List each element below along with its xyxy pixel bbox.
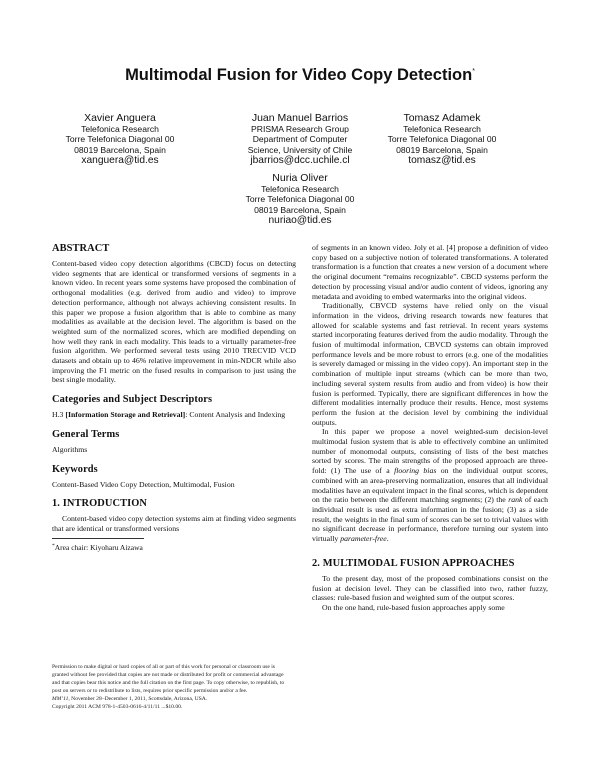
section2-paragraph: To the present day, most of the proposed combinations consist on the fusion at decision level. They can be classified into two, rather fuzzy, classes: rule-based fusion and weighted sum of the output scores. bbox=[312, 573, 548, 603]
footnote-divider bbox=[52, 538, 144, 539]
title-footnote-mark: * bbox=[472, 68, 475, 75]
paper-title: Multimodal Fusion for Video Copy Detection* bbox=[125, 66, 475, 84]
abstract-heading: ABSTRACT bbox=[52, 243, 110, 254]
intro-paragraph: Traditionally, CBVCD systems have relied only on the visual information in the videos, driving research towards new features that allowed for scalable systems and fast retrieval. In recent years systems started incorporating features derived from the audio modality. Through the fusion of multimodal information, CBVCD systems can obtain improved performance levels and be more robust to errors (e.g. one of the modalities is severely damaged or missing in the video copy). An important step in the combination of multiple input streams (which can be more than two, including several system results from audio and from video) is how their fusion is performed. Typically, there are significant differences in how the different modalities internally produce their results. Hence, most systems perform the fusion at the decision level by combining the individual outputs. bbox=[312, 301, 548, 427]
general-terms-text: Algorithms bbox=[52, 444, 88, 454]
emphasis: rank bbox=[508, 495, 523, 505]
keywords-text: Content-Based Video Copy Detection, Multimodal, Fusion bbox=[52, 479, 235, 489]
general-terms-heading: General Terms bbox=[52, 428, 120, 440]
categories-heading: Categories and Subject Descriptors bbox=[52, 394, 213, 406]
abstract-text: Content-based video copy detection algorithms (CBCD) focus on detecting video segments that are identical or transformed versions of segments in a known video. In recent years some systems have proposed the combination of orthogonal modalities (e.g. derived from audio and video) to improve detection performance, although not always achieving consistent results. In this paper we propose a fusion algorithm that is able to combine as many modalities as available at the decision level. The algorithm is based on the weighted sum of the normalized scores, which are modified depending on how well they rank in each modality. This leads to a virtually parameter-free fusion algorithm. We performed several tests using 2010 TRECVID VCD datasets and obtain up to 46% relative improvement in min-NDCR while also improving the F1 metric on the fused results in comparison to just using the best single modality. bbox=[52, 259, 296, 385]
emphasis: flooring bias bbox=[394, 466, 437, 476]
author-email: jbarrios@dcc.uchile.cl bbox=[250, 154, 350, 166]
venue-name: MM’11, bbox=[52, 695, 70, 702]
author-affiliation: Torre Telefonica Diagonal 00 bbox=[387, 134, 497, 145]
author-affiliation: Torre Telefonica Diagonal 00 bbox=[245, 194, 355, 205]
author-affiliation: Torre Telefonica Diagonal 00 bbox=[65, 134, 175, 145]
author-affiliation: PRISMA Research Group bbox=[251, 124, 349, 134]
venue-details: November 28–December 1, 2011, Scottsdale, Arizona, USA. bbox=[69, 695, 208, 702]
author-affiliation: Department of Computer bbox=[252, 134, 348, 145]
author-affiliation: Telefonica Research bbox=[81, 124, 159, 134]
keywords-heading: Keywords bbox=[52, 463, 98, 475]
intro-paragraph: of segments in an known video. Joly et al. [4] propose a definition of video copy based on a subjective notion of tolerated transformations. A tolerated transformation is a function that creates a new version of a document where the original document “remains recognizable”. CBCD systems perform the detection by processing visual and/or audio content of videos, ignoring any metadata and avoiding to embed watermarks into the original videos. bbox=[312, 243, 548, 301]
author-affiliation: 08019 Barcelona, Spain bbox=[74, 144, 166, 155]
author-name: Xavier Anguera bbox=[84, 112, 156, 124]
author-affiliation: Science, University of Chile bbox=[247, 144, 353, 155]
left-column bbox=[52, 243, 296, 552]
author-block bbox=[220, 112, 380, 167]
author-affiliation: Telefonica Research bbox=[403, 124, 481, 134]
footnote-text: Area chair: Kiyoharu Aizawa bbox=[54, 542, 143, 552]
author-email: nuriao@tid.es bbox=[268, 214, 332, 226]
category-detail: : Content Analysis and Indexing bbox=[185, 410, 286, 420]
author-block bbox=[232, 172, 368, 227]
intro-paragraph: In this paper we propose a novel weighted-sum decision-level multimodal fusion system that is able to effectively combine an unlimited number of monomodal outputs, consisting of lists of the best matches sorted by scores. The main strengths of the proposed approach are three-fold: (1) The use of a flooring bias on the individual output scores, combined with an area-preserving normalization, ensures that all individual modalities have an equivalent impact in the final scores, which is dependent on the ratio between the different matching segments; (2) the rank of each individual result is used as extra information in the fusion; (3) as a side result, the weights in the final sum of scores can be set to trivial values with no significant decrease in performance, therefore turning our system into virtually parameter-free. bbox=[312, 427, 548, 544]
footnote bbox=[52, 542, 296, 552]
category-code: H.3 bbox=[52, 410, 64, 420]
categories-text bbox=[52, 410, 296, 420]
author-email: xanguera@tid.es bbox=[81, 154, 159, 166]
author-email: tomasz@tid.es bbox=[408, 154, 476, 166]
author-affiliation: 08019 Barcelona, Spain bbox=[396, 144, 488, 155]
copyright-line: Copyright 2011 ACM 978-1-4503-0616-4/11/11 ...$10.00. bbox=[52, 703, 183, 710]
author-name: Juan Manuel Barrios bbox=[251, 112, 349, 124]
introduction-heading: 1. INTRODUCTION bbox=[52, 498, 148, 510]
author-block bbox=[52, 112, 188, 167]
right-column bbox=[312, 243, 548, 613]
author-name: Tomasz Adamek bbox=[403, 112, 481, 124]
footnote-mark: * bbox=[52, 542, 55, 549]
author-affiliation: Telefonica Research bbox=[261, 184, 339, 194]
author-affiliation: 08019 Barcelona, Spain bbox=[254, 204, 346, 215]
author-name: Nuria Oliver bbox=[272, 172, 328, 184]
emphasis: parameter-free bbox=[340, 534, 387, 544]
permission-notice bbox=[52, 664, 292, 711]
section2-heading: 2. MULTIMODAL FUSION APPROACHES bbox=[312, 557, 515, 569]
author-block bbox=[376, 112, 508, 167]
introduction-text: Content-based video copy detection systems aim at finding video segments that are identical or transformed versions bbox=[52, 514, 296, 533]
section2-paragraph: On the one hand, rule-based fusion approaches apply some bbox=[322, 602, 505, 612]
permission-text: Permission to make digital or hard copies of all or part of this work for personal or classroom use is granted without fee provided that copies are not made or distributed for profit or commercial advantage and that copies bear this notice and the full citation on the first page. To copy otherwise, to republish, to post on servers or to redistribute to lists, requires prior specific permission and/or a fee. bbox=[52, 664, 285, 694]
venue-line bbox=[52, 696, 292, 704]
category-name: [Information Storage and Retrieval] bbox=[65, 410, 186, 420]
